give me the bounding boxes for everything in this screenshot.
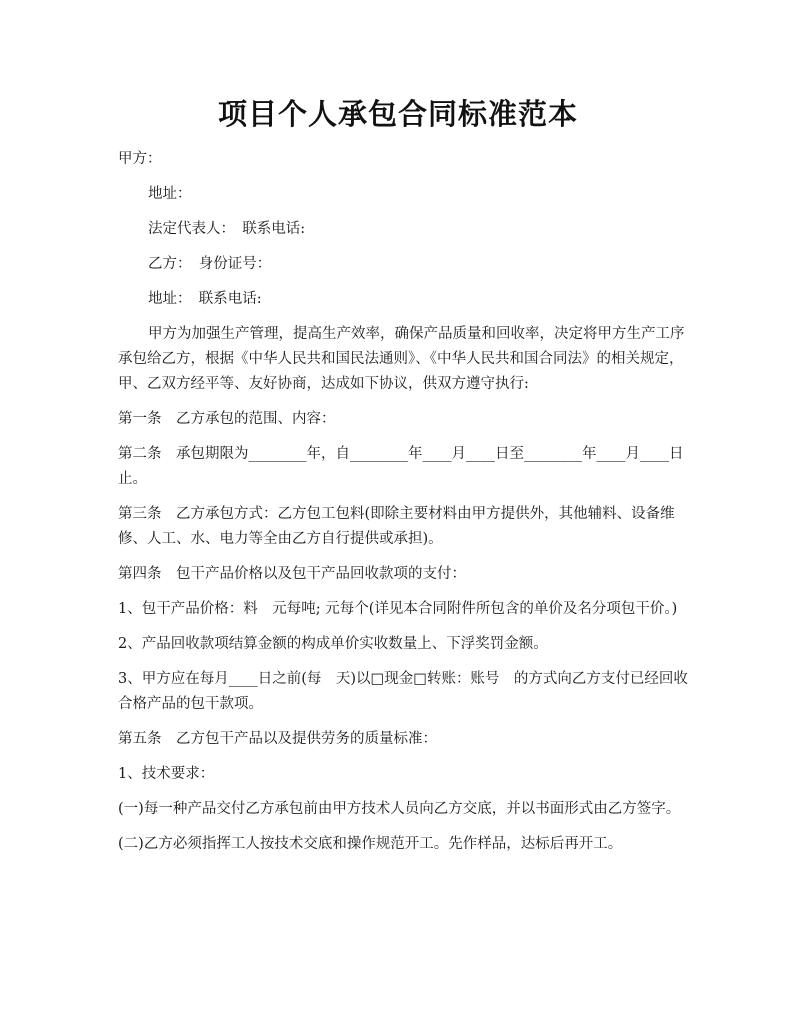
article-2: 第二条 承包期限为________年，自________年____月____日至________年____月____日止。 bbox=[118, 446, 684, 487]
article-5: 第五条 乙方包干产品以及提供劳务的质量标准： bbox=[118, 731, 437, 747]
article-5-sub-2: (二)乙方必须指挥工人按技术交底和操作规范开工。先作样品，达标后再开工。 bbox=[118, 836, 623, 852]
preamble-paragraph: 甲方为加强生产管理，提高生产效率，确保产品质量和回收率，决定将甲方生产工序承包给乙方，根据《中华人民共和国民法通则》、《中华人民共和国合同法》的相关规定，甲、乙双方经平等、友好协商，达成如下协议，供双方遵守执行: bbox=[118, 326, 685, 392]
party-a-representative: 法定代表人： 联系电话: bbox=[148, 221, 306, 237]
article-4-item-2: 2、产品回收款项结算金额的构成单价实收数量上、下浮奖罚金额。 bbox=[118, 636, 548, 652]
article-5-sub-1: (一)每一种产品交付乙方承包前由甲方技术人员向乙方交底，并以书面形式由乙方签字。 bbox=[118, 801, 681, 817]
party-a-address: 地址： bbox=[148, 186, 192, 202]
document-body bbox=[118, 147, 693, 867]
article-4: 第四条 包干产品价格以及包干产品回收款项的支付： bbox=[118, 566, 466, 582]
party-a-label: 甲方： bbox=[118, 151, 162, 167]
article-3: 第三条 乙方承包方式：乙方包工包料(即除主要材料由甲方提供外，其他辅料、设备维修、人工、水、电力等全由乙方自行提供或承担)。 bbox=[118, 506, 675, 547]
article-4-item-3: 3、甲方应在每月____日之前(每 天)以□现金□转账：账号 的方式向乙方支付已经回收合格产品的包干款项。 bbox=[118, 671, 688, 712]
article-5-item-1: 1、技术要求： bbox=[118, 766, 215, 782]
party-b-address: 地址： 联系电话: bbox=[148, 291, 262, 307]
party-b-id: 乙方： 身份证号： bbox=[148, 256, 272, 272]
document-title: 项目个人承包合同标准范本 bbox=[217, 97, 578, 131]
article-4-item-1: 1、包干产品价格：料 元每吨; 元每个(详见本合同附件所包含的单价及名分项包干价。) bbox=[118, 601, 678, 617]
article-1: 第一条 乙方承包的范围、内容： bbox=[118, 411, 336, 427]
